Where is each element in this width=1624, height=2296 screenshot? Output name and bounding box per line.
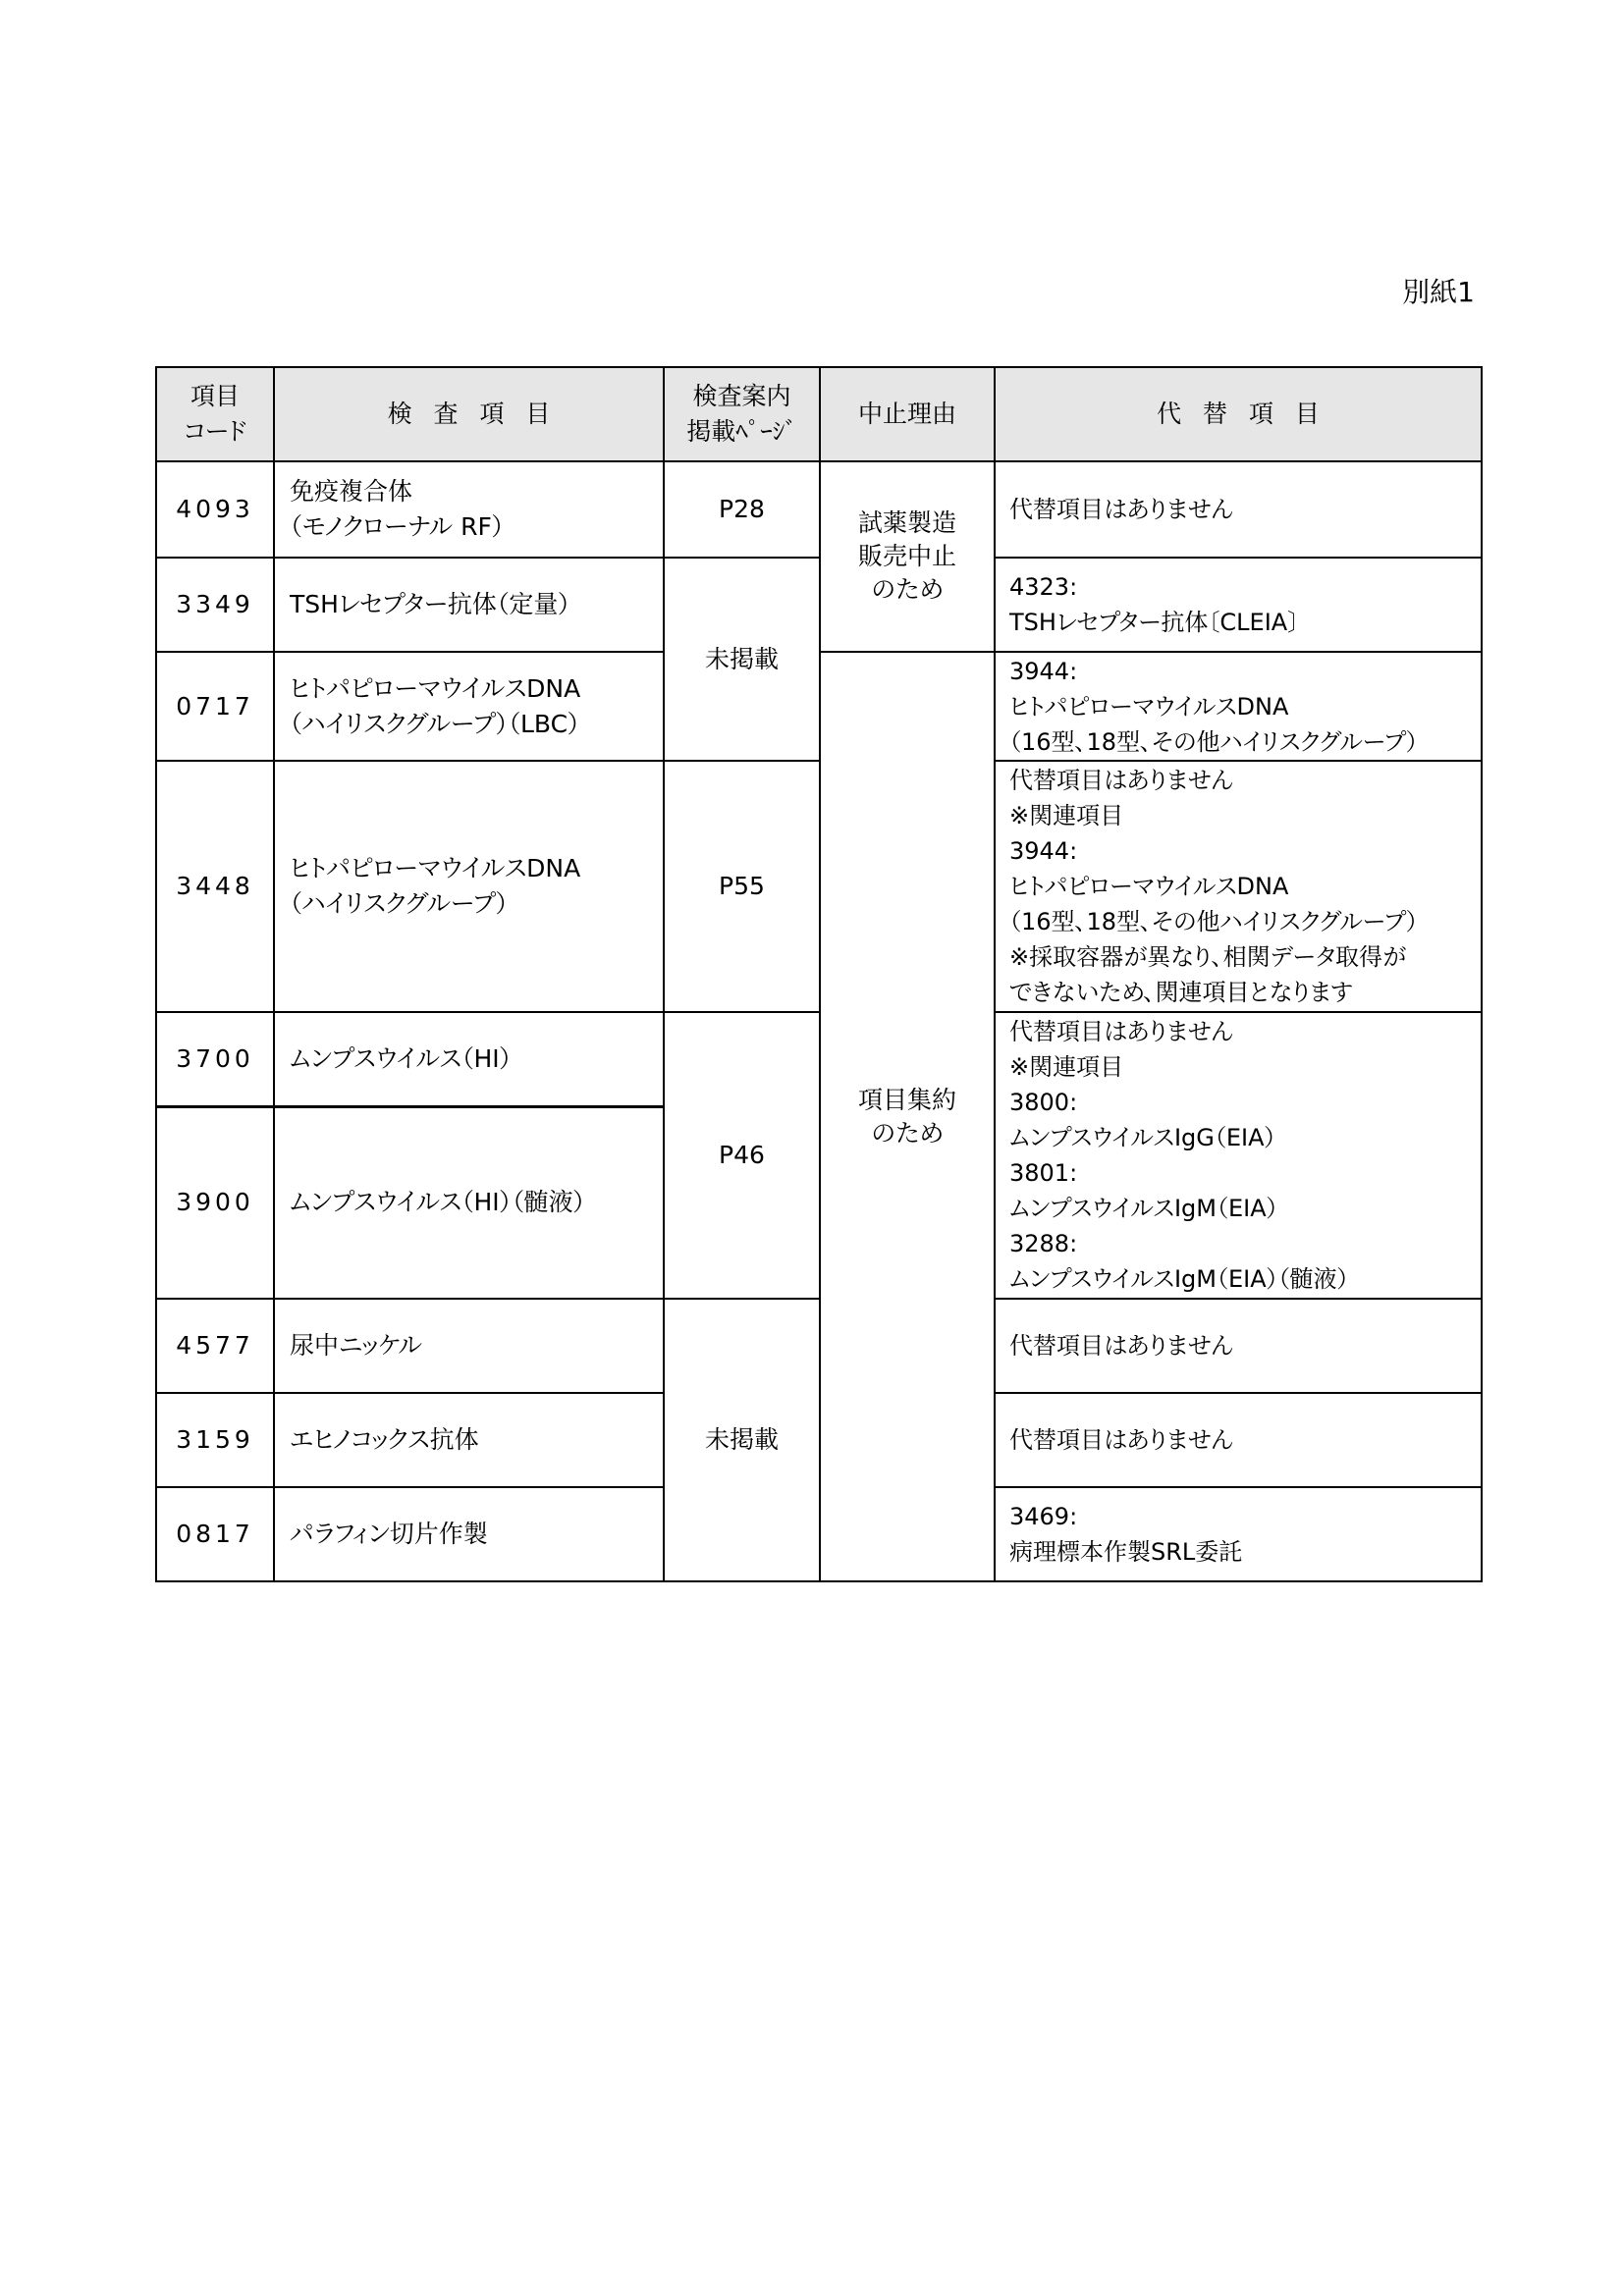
reason-line: のため xyxy=(871,1118,944,1148)
header-guide-page-line: 掲載ﾍﾟｰｼﾞ xyxy=(686,417,797,446)
alternative-item-cell xyxy=(995,1012,1482,1299)
alternative-line: ムンプスウイルスIgM（EIA）（髄液） xyxy=(1009,1265,1349,1293)
table-row xyxy=(156,1012,1482,1106)
guide-page-cell: P46 xyxy=(664,1012,820,1299)
guide-page-cell: P28 xyxy=(664,461,820,558)
alternative-line: 3944: xyxy=(1009,837,1078,865)
alternative-line: ※関連項目 xyxy=(1009,802,1124,829)
item-name-cell xyxy=(274,1012,664,1106)
annex-label: 別紙1 xyxy=(1402,276,1475,308)
alternative-line: ヒトパピローマウイルスDNA xyxy=(1009,873,1289,900)
header-reason xyxy=(820,367,995,461)
header-row xyxy=(156,367,1482,461)
code-cell: 3700 xyxy=(156,1012,274,1106)
reason-line: 試薬製造 xyxy=(857,508,956,537)
item-name-cell xyxy=(274,1299,664,1393)
alternative-line: ヒトパピローマウイルスDNA xyxy=(1009,692,1289,721)
header-reason-label: 中止理由 xyxy=(857,400,956,428)
alternative-item-cell xyxy=(995,1487,1482,1581)
item-name-line: TSHレセプター抗体（定量） xyxy=(290,590,570,618)
alternative-line: 4323: xyxy=(1009,573,1078,601)
alternative-line: 3288: xyxy=(1009,1230,1078,1257)
item-name-line: ムンプスウイルス（HI） xyxy=(290,1043,513,1073)
alternative-line: 3800: xyxy=(1009,1089,1078,1116)
alternative-line: 代替項目はありません xyxy=(1009,496,1233,523)
alternative-line: 代替項目はありません xyxy=(1009,1332,1233,1360)
alternative-line: 代替項目はありません xyxy=(1009,1426,1233,1454)
alternative-line: 代替項目はありません xyxy=(1009,767,1233,794)
code-cell: 0717 xyxy=(156,652,274,761)
header-alternative-label: 代 替 項 目 xyxy=(1157,400,1320,428)
alternative-line: ムンプスウイルスIgG（EIA） xyxy=(1009,1124,1276,1151)
header-code xyxy=(156,367,274,461)
alternative-line: （16型、18型、その他ハイリスクグループ） xyxy=(1009,908,1419,935)
alternative-line: できないため、関連項目となります xyxy=(1009,979,1353,1006)
reason-line: 販売中止 xyxy=(857,542,956,570)
item-name-line: エヒノコックス抗体 xyxy=(290,1425,479,1454)
item-name-line: （ハイリスクグループ）（LBC） xyxy=(290,709,580,738)
alternative-item-cell xyxy=(995,1299,1482,1393)
item-name-line: 免疫複合体 xyxy=(290,477,413,506)
item-name-cell xyxy=(274,761,664,1012)
code-cell: 4577 xyxy=(156,1299,274,1393)
table-row xyxy=(156,1299,1482,1393)
reason-line: 項目集約 xyxy=(857,1085,956,1114)
guide-page-cell: 未掲載 xyxy=(664,558,820,761)
alternative-item-cell xyxy=(995,761,1482,1012)
item-name-line: 尿中ニッケル xyxy=(290,1331,423,1360)
alternative-line: ※関連項目 xyxy=(1009,1053,1124,1081)
alternative-item-cell xyxy=(995,558,1482,652)
alternative-line: 3944: xyxy=(1009,657,1078,685)
guide-page-cell: 未掲載 xyxy=(664,1299,820,1581)
discontinuation-reason-cell xyxy=(820,461,995,652)
item-name-line: ムンプスウイルス（HI）（髄液） xyxy=(290,1188,586,1217)
header-code-line: コード xyxy=(183,417,247,446)
item-name-line: （ハイリスクグループ） xyxy=(290,889,509,918)
item-name-line: ヒトパピローマウイルスDNA xyxy=(290,854,581,882)
item-name-line: （モノクローナル RF） xyxy=(290,512,505,541)
header-item-label: 検 査 項 目 xyxy=(387,400,551,428)
table-row xyxy=(156,461,1482,558)
code-cell: 3448 xyxy=(156,761,274,1012)
item-name-cell xyxy=(274,558,664,652)
code-cell: 0817 xyxy=(156,1487,274,1581)
code-cell: 3900 xyxy=(156,1106,274,1299)
item-name-line: パラフィン切片作製 xyxy=(290,1520,488,1548)
alternative-line: （16型、18型、その他ハイリスクグループ） xyxy=(1009,727,1419,756)
alternative-item-cell xyxy=(995,652,1482,761)
code-cell: 4093 xyxy=(156,461,274,558)
item-name-cell xyxy=(274,1487,664,1581)
header-alternative xyxy=(995,367,1482,461)
header-guide-page xyxy=(664,367,820,461)
alternative-line: ※採取容器が異なり、相関データ取得が xyxy=(1009,943,1407,971)
item-name-cell xyxy=(274,1393,664,1487)
code-cell: 3159 xyxy=(156,1393,274,1487)
item-name-cell xyxy=(274,652,664,761)
item-name-cell xyxy=(274,461,664,558)
header-code-line: 項目 xyxy=(189,382,240,410)
header-item xyxy=(274,367,664,461)
discontinued-tests-table xyxy=(155,366,1483,1582)
reason-line: のため xyxy=(871,575,944,604)
code-cell: 3349 xyxy=(156,558,274,652)
alternative-item-cell xyxy=(995,1393,1482,1487)
alternative-item-cell xyxy=(995,461,1482,558)
alternative-line: 3469: xyxy=(1009,1503,1078,1530)
discontinuation-reason-cell xyxy=(820,652,995,1581)
alternative-line: 3801: xyxy=(1009,1159,1078,1187)
alternative-line: TSHレセプター抗体〔CLEIA〕 xyxy=(1009,609,1300,636)
table-row xyxy=(156,558,1482,652)
alternative-line: 代替項目はありません xyxy=(1009,1018,1233,1045)
item-name-cell xyxy=(274,1106,664,1299)
item-name-line: ヒトパピローマウイルスDNA xyxy=(290,673,581,703)
alternative-line: 病理標本作製SRL委託 xyxy=(1009,1538,1243,1566)
header-guide-page-line: 検査案内 xyxy=(692,382,791,410)
guide-page-cell: P55 xyxy=(664,761,820,1012)
table-row xyxy=(156,761,1482,1012)
alternative-line: ムンプスウイルスIgM（EIA） xyxy=(1009,1195,1278,1222)
